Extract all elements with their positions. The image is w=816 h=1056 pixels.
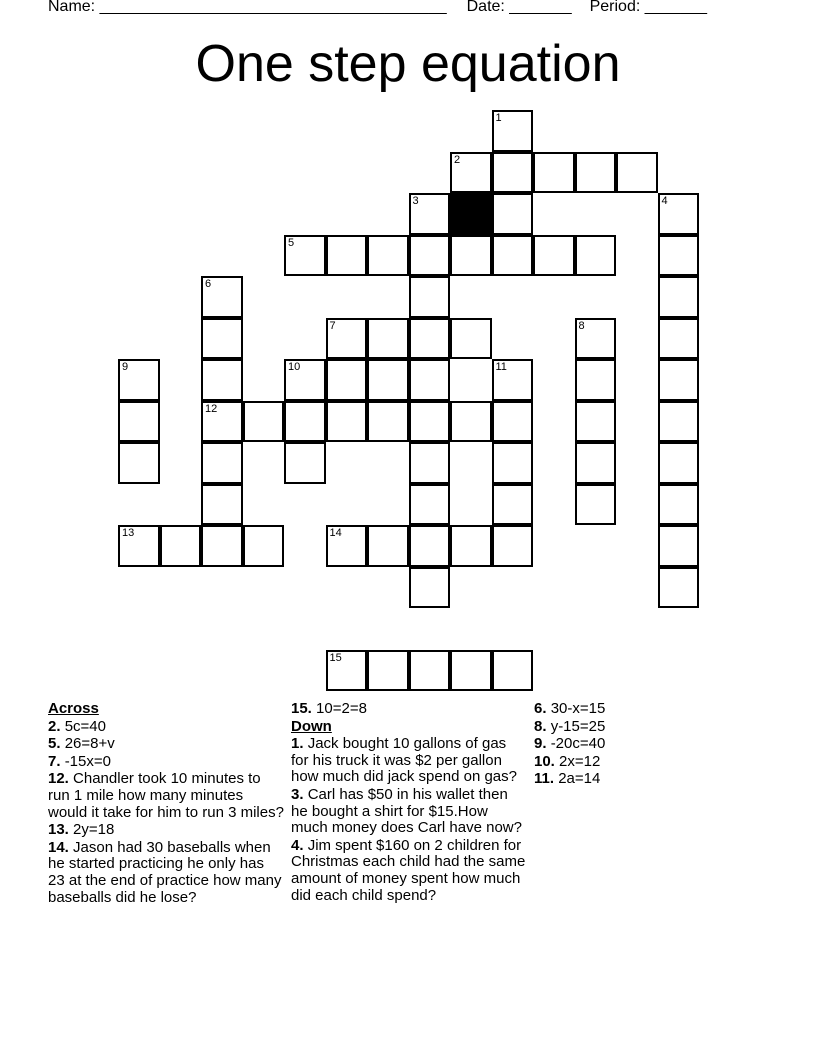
clue-item [291,701,527,718]
clue-item [48,719,284,736]
clue-number-label: 4. [291,836,304,854]
grid-cell[interactable] [658,276,700,318]
grid-cell[interactable] [492,401,534,443]
clue-text: Jason had 30 baseballs when he started practicing he only has 23 at the end of practice how many baseballs did he lose? [48,838,282,906]
clue-number: 6 [205,278,212,290]
period-field[interactable]: Period: _______ [589,0,708,15]
grid-cell[interactable] [575,359,617,401]
name-field[interactable]: Name: _______________________________________ [48,0,447,15]
clue-text: 30-x=15 [550,700,606,717]
grid-cell[interactable] [450,152,492,194]
grid-cell[interactable] [326,318,368,360]
grid-cell[interactable] [160,525,202,567]
clue-number-label: 1. [291,735,304,753]
grid-cell[interactable] [409,442,451,484]
grid-cell[interactable] [658,525,700,567]
grid-cell[interactable] [492,193,534,235]
clue-number: 10 [288,361,301,373]
clue-number: 1 [495,112,502,124]
grid-cell[interactable] [409,650,451,692]
grid-cell[interactable] [118,359,160,401]
grid-cell[interactable] [201,359,243,401]
clue-text: Jack bought 10 gallons of gas for his truck it was $2 per gallon how much did jack spend on gas? [291,735,517,786]
clue-text: Carl has $50 in his wallet then he bought a shirt for $15.How much money does Carl have now? [291,785,522,837]
clue-number-label: 15. [291,700,312,717]
grid-cell[interactable] [575,318,617,360]
clue-number: 9 [122,361,129,373]
grid-cell[interactable] [201,442,243,484]
clue-number: 13 [122,527,135,539]
grid-cell[interactable] [284,401,326,443]
clue-number-label: 8. [534,717,547,735]
down-heading: Down [291,717,332,735]
grid-cell[interactable] [533,235,575,277]
grid-cell[interactable] [326,235,368,277]
grid-cell[interactable] [367,318,409,360]
clue-number-label: 5. [48,735,61,753]
clue-number-label: 2. [48,717,61,735]
grid-cell[interactable] [575,484,617,526]
grid-cell[interactable] [450,235,492,277]
blocked-cell [450,193,492,235]
grid-cell[interactable] [409,318,451,360]
clue-text: Chandler took 10 minutes to run 1 mile how many minutes would it take for him to run 3 miles? [48,770,284,821]
grid-cell[interactable] [658,318,700,360]
grid-cell[interactable] [367,650,409,692]
grid-cell[interactable] [201,484,243,526]
grid-cell[interactable] [658,359,700,401]
clue-item [534,736,764,753]
grid-cell[interactable] [658,401,700,443]
grid-cell[interactable] [284,235,326,277]
grid-cell[interactable] [409,525,451,567]
clue-number: 4 [661,195,668,207]
grid-cell[interactable] [118,442,160,484]
clue-text: 26=8+v [64,735,115,753]
clue-item [534,754,764,771]
clue-number: 14 [329,527,342,539]
grid-cell[interactable] [326,359,368,401]
grid-cell[interactable] [616,152,658,194]
grid-cell[interactable] [367,359,409,401]
grid-cell[interactable] [201,318,243,360]
clue-number-label: 3. [291,785,304,803]
grid-cell[interactable] [492,442,534,484]
clue-number: 8 [578,319,585,332]
clues-column-3 [534,701,764,789]
clue-number-label: 7. [48,752,61,770]
clue-text: 2a=14 [558,770,601,788]
grid-cell[interactable] [326,525,368,567]
grid-cell[interactable] [533,152,575,194]
clues-column-1 [48,701,284,907]
grid-cell[interactable] [201,401,243,443]
grid-cell[interactable] [284,359,326,401]
clue-text: -15x=0 [64,752,111,770]
grid-cell[interactable] [658,567,700,609]
grid-cell[interactable] [492,235,534,277]
page-title: One step equation [195,35,621,93]
clue-text: 2x=12 [559,752,601,770]
clue-item [291,838,527,904]
grid-cell[interactable] [492,484,534,526]
grid-cell[interactable] [367,235,409,277]
clue-text: 5c=40 [64,717,106,735]
grid-cell[interactable] [118,525,160,567]
grid-cell[interactable] [575,442,617,484]
grid-cell[interactable] [367,525,409,567]
clue-number-label: 12. [48,770,69,788]
clue-item [48,754,284,771]
grid-cell[interactable] [409,235,451,277]
clue-text: Jim spent $160 on 2 children for Christmas each child had the same amount of money spent how much did each child spend? [291,836,526,904]
clue-number-label: 11. [534,770,555,788]
grid-cell[interactable] [492,359,534,401]
grid-cell[interactable] [575,401,617,443]
date-field[interactable]: Date: _______ [466,0,572,15]
grid-cell[interactable] [243,525,285,567]
grid-cell[interactable] [658,193,700,235]
grid-cell[interactable] [284,442,326,484]
clue-item [291,787,527,837]
clue-number-label: 14. [48,838,69,856]
grid-cell[interactable] [492,152,534,194]
grid-cell[interactable] [450,318,492,360]
clue-item [534,771,764,788]
clue-item [291,736,527,786]
clue-number: 7 [329,319,336,332]
clue-item [48,822,284,839]
grid-cell[interactable] [201,276,243,318]
grid-cell[interactable] [575,152,617,194]
grid-cell[interactable] [658,235,700,277]
clue-text: 10=2=8 [316,700,367,717]
grid-cell[interactable] [658,442,700,484]
grid-cell[interactable] [326,650,368,692]
grid-cell[interactable] [450,525,492,567]
clue-number: 12 [205,402,218,415]
grid-cell[interactable] [492,525,534,567]
grid-cell[interactable] [409,484,451,526]
grid-cell[interactable] [409,401,451,443]
clue-item [534,719,764,736]
grid-cell[interactable] [326,401,368,443]
grid-cell[interactable] [492,650,534,692]
clue-item [534,701,764,718]
across-heading: Across [48,700,99,717]
clue-number-label: 6. [534,700,547,717]
grid-cell[interactable] [409,193,451,235]
clue-number: 11 [495,361,507,373]
clue-number: 15 [329,651,342,664]
clue-number: 2 [454,153,461,166]
grid-cell[interactable] [450,650,492,692]
clue-item [48,736,284,753]
clue-text: y-15=25 [550,717,606,735]
grid-cell[interactable] [492,110,534,152]
grid-cell[interactable] [575,235,617,277]
grid-cell[interactable] [243,401,285,443]
clues-column-2 [291,701,527,905]
grid-cell[interactable] [118,401,160,443]
clue-text: 2y=18 [73,821,115,839]
grid-cell[interactable] [658,484,700,526]
grid-cell[interactable] [409,276,451,318]
grid-cell[interactable] [409,567,451,609]
clue-number: 3 [412,195,419,207]
clue-number-label: 9. [534,735,547,753]
grid-cell[interactable] [450,401,492,443]
grid-cell[interactable] [201,525,243,567]
clue-item [48,840,284,906]
grid-cell[interactable] [367,401,409,443]
clue-number: 5 [288,236,295,249]
clue-text: -20c=40 [550,735,606,753]
clue-item [48,771,284,821]
clue-number-label: 10. [534,752,555,770]
grid-cell[interactable] [409,359,451,401]
clue-number-label: 13. [48,821,69,839]
